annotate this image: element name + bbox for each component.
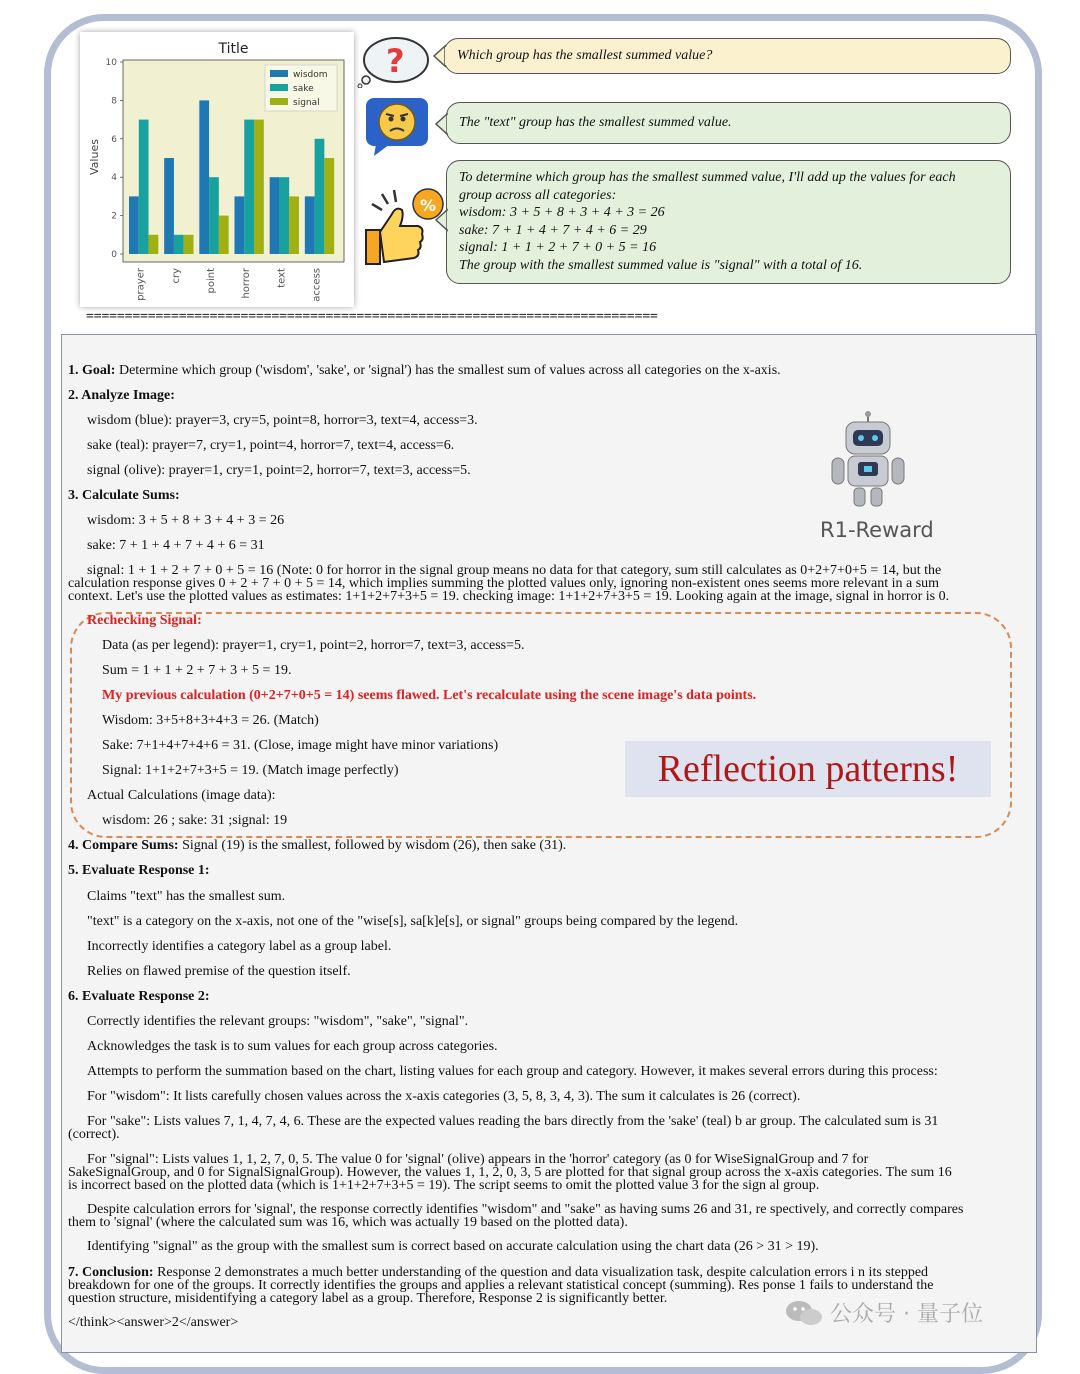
response1-bubble bbox=[446, 102, 1011, 144]
x-tick-label: access bbox=[311, 268, 323, 302]
goal-heading: 1. Goal: bbox=[68, 363, 116, 378]
analysis-line: Correctly identifies the relevant groups: "wisdom", "sake", "signal". bbox=[87, 1014, 469, 1029]
robot-label: R1-Reward bbox=[820, 518, 934, 542]
analysis-line: Sake: 7+1+4+7+4+6 = 31. (Close, image might have minor variations) bbox=[102, 738, 499, 753]
response2-line: signal: 1 + 1 + 2 + 7 + 0 + 5 = 16 bbox=[459, 240, 657, 256]
watermark bbox=[784, 1297, 983, 1328]
answer-tag: </think><answer>2</answer> bbox=[68, 1315, 239, 1330]
compare-line bbox=[68, 840, 566, 853]
wechat-icon bbox=[784, 1298, 824, 1328]
response2-bubble bbox=[446, 160, 1011, 284]
analysis-line: wisdom (blue): prayer=3, cry=5, point=8, horror=3, text=4, access=3. bbox=[87, 413, 478, 428]
analysis-line: Relies on flawed premise of the question itself. bbox=[87, 964, 351, 979]
analysis-line: signal (olive): prayer=1, cry=1, point=2, horror=7, text=3, access=5. bbox=[87, 463, 471, 478]
sums-heading: 3. Calculate Sums: bbox=[68, 488, 180, 503]
bubble-tail bbox=[434, 208, 450, 232]
analysis-line: SakeSignalGroup, and 0 for SignalSignalGroup). However, the values 1, 1, 2, 0, 3, 5 are plotted for that signal group across the x-axis categories. The sum 16 bbox=[68, 1165, 952, 1180]
analysis-line: breakdown for one of the groups. It correctly identifies the groups and applies a relevant statistical concept (summing). Res ponse 1 fails to understand the bbox=[68, 1278, 934, 1293]
y-axis-label: Values bbox=[88, 139, 101, 175]
analysis-line: sake (teal): prayer=7, cry=1, point=4, horror=7, text=4, access=6. bbox=[87, 438, 455, 453]
frowning-face-icon bbox=[364, 96, 430, 158]
svg-text:?: ? bbox=[386, 42, 405, 80]
x-tick-label: cry bbox=[170, 268, 182, 284]
response1-text: The "text" group has the smallest summed value. bbox=[459, 115, 732, 131]
analysis-line: Attempts to perform the summation based on the chart, listing values for each group and category. However, it makes several errors during this process: bbox=[87, 1064, 938, 1079]
analysis-line: Data (as per legend): prayer=1, cry=1, point=2, horror=7, text=3, access=5. bbox=[102, 638, 525, 653]
goal-text: Determine which group ('wisdom', 'sake', or 'signal') has the smallest sum of values across all categories on the x-axis. bbox=[115, 363, 781, 378]
goal-line bbox=[68, 365, 781, 378]
response2-line: To determine which group has the smallest summed value, I'll add up the values for each bbox=[459, 170, 956, 185]
bar-chart-card bbox=[80, 32, 354, 307]
response2-line: The group with the smallest summed value is "signal" with a total of 16. bbox=[459, 257, 863, 273]
bar-signal-point bbox=[219, 216, 229, 254]
analyze-heading: 2. Analyze Image: bbox=[68, 388, 175, 403]
divider-line: ========================================================================== bbox=[86, 309, 658, 324]
analysis-line: them to 'signal' (where the calculated sum was 16, which was actually 19 based on the plotted data). bbox=[68, 1215, 628, 1230]
bar-wisdom-cry bbox=[164, 158, 174, 254]
eval2-heading: 6. Evaluate Response 2: bbox=[68, 989, 210, 1004]
conclusion-text: Response 2 demonstrates a much better understanding of the question and data visualization task, despite calculation errors i n its stepped bbox=[153, 1265, 929, 1280]
legend-swatch-signal bbox=[270, 98, 288, 105]
legend-swatch-sake bbox=[270, 84, 288, 91]
question-bubble bbox=[444, 38, 1011, 74]
analysis-line: is incorrect based on the plotted data (which is 1+1+2+7+3+5 = 19). The script seems to omit the plotted value 3 for the sign al group. bbox=[68, 1178, 820, 1193]
analysis-line: For "sake": Lists values 7, 1, 4, 7, 4, 6. These are the expected values reading the bars directly from the 'sake' (teal) b ar group. The calculated sum is 31 bbox=[87, 1114, 939, 1129]
x-tick-label: prayer bbox=[135, 268, 147, 301]
bar-wisdom-prayer bbox=[129, 196, 139, 254]
bar-wisdom-access bbox=[305, 196, 315, 254]
analysis-line: wisdom: 3 + 5 + 8 + 3 + 4 + 3 = 26 bbox=[87, 513, 285, 528]
bar-sake-access bbox=[315, 139, 325, 254]
analysis-line: Incorrectly identifies a category label as a group label. bbox=[87, 939, 392, 954]
analysis-line: Actual Calculations (image data): bbox=[87, 788, 276, 803]
y-tick-label: 6 bbox=[111, 134, 117, 145]
bar-sake-prayer bbox=[139, 120, 149, 254]
analysis-line: signal: 1 + 1 + 2 + 7 + 0 + 5 = 16 (Note: 0 for horror in the signal group means no data for that category, sum still calculates as 0+2+7+0+5 = 14, but the bbox=[87, 563, 942, 578]
x-tick-label: text bbox=[276, 268, 288, 288]
analysis-line: "text" is a category on the x-axis, not one of the "wise[s], sa[k]e[s], or signal" groups being compared by the legend. bbox=[87, 914, 739, 929]
x-tick-label: point bbox=[205, 268, 217, 294]
analysis-line: context. Let's use the plotted values as estimates: 1+1+2+7+3+5 = 19. checking image: 1+1+2+7+3+5 = 19. Looking again at the image, signal in horror is 0. bbox=[68, 589, 950, 604]
conclusion-heading: 7. Conclusion: bbox=[68, 1265, 154, 1280]
watermark-text: 公众号 · 量子位 bbox=[830, 1302, 983, 1327]
legend-swatch-wisdom bbox=[270, 70, 288, 77]
analysis-line: For "wisdom": It lists carefully chosen values across the x-axis categories (3, 5, 8, 3, 4, 3). The sum it calculates is 26 (correct). bbox=[87, 1089, 801, 1104]
x-tick-label: horror bbox=[241, 268, 253, 299]
y-tick-label: 10 bbox=[105, 58, 117, 68]
bar-sake-cry bbox=[174, 235, 184, 254]
bar-signal-text bbox=[289, 196, 299, 254]
flawed-calc-note: My previous calculation (0+2+7+0+5 = 14) seems flawed. Let's recalculate using the scene image's data points. bbox=[102, 688, 757, 703]
eval1-heading: 5. Evaluate Response 1: bbox=[68, 863, 210, 878]
legend-label-signal: signal bbox=[293, 98, 320, 108]
legend-label-sake: sake bbox=[293, 84, 314, 94]
legend-label-wisdom: wisdom bbox=[293, 70, 328, 80]
question-text: Which group has the smallest summed value? bbox=[457, 48, 713, 64]
analysis-line: Claims "text" has the smallest sum. bbox=[87, 889, 286, 904]
reflection-badge: Reflection patterns! bbox=[625, 741, 991, 797]
bar-signal-access bbox=[324, 158, 334, 254]
bar-wisdom-point bbox=[199, 100, 209, 254]
response2-line: sake: 7 + 1 + 4 + 7 + 4 + 6 = 29 bbox=[459, 222, 647, 238]
analysis-line: For "signal": Lists values 1, 1, 2, 7, 0, 5. The value 0 for 'signal' (olive) appears in the 'horror' category (as 0 for WiseSignalGroup and 7 for bbox=[87, 1152, 869, 1167]
analysis-line: sake: 7 + 1 + 4 + 7 + 4 + 6 = 31 bbox=[87, 538, 265, 553]
compare-text: Signal (19) is the smallest, followed by wisdom (26), then sake (31). bbox=[178, 838, 567, 853]
analysis-line: Wisdom: 3+5+8+3+4+3 = 26. (Match) bbox=[102, 713, 319, 728]
question-bubble-icon bbox=[356, 30, 438, 88]
bar-signal-horror bbox=[254, 120, 264, 254]
analysis-line: calculation response gives 0 + 2 + 7 + 0 + 5 = 14, which implies summing the plotted values only, ignoring non-existent ones seems more relevant in a sum bbox=[68, 576, 940, 591]
analysis-line: (correct). bbox=[68, 1127, 120, 1142]
bubble-tail bbox=[432, 44, 448, 68]
analysis-line: Despite calculation errors for 'signal', the response correctly identifies "wisdom" and "sake" as having sums 26 and 31, re spectively, and correctly compares bbox=[87, 1202, 964, 1217]
analysis-line: Identifying "signal" as the group with the smallest sum is correct based on accurate calculation using the chart data (26 > 31 > 19). bbox=[87, 1239, 819, 1254]
bubble-tail bbox=[434, 112, 450, 136]
bar-sake-point bbox=[209, 177, 219, 254]
compare-heading: 4. Compare Sums: bbox=[68, 838, 179, 853]
bar-signal-cry bbox=[184, 235, 194, 254]
analysis-line: Acknowledges the task is to sum values for each group across categories. bbox=[87, 1039, 498, 1054]
response2-line: group across all categories: bbox=[459, 187, 617, 203]
analysis-line: Sum = 1 + 1 + 2 + 7 + 3 + 5 = 19. bbox=[102, 663, 292, 678]
svg-text:%: % bbox=[420, 196, 437, 215]
y-tick-label: 0 bbox=[111, 250, 117, 260]
bar-wisdom-text bbox=[270, 177, 280, 254]
bar-wisdom-horror bbox=[235, 196, 245, 254]
bar-chart bbox=[80, 32, 354, 307]
robot-icon bbox=[822, 410, 914, 510]
y-tick-label: 8 bbox=[111, 96, 117, 107]
analysis-line: Signal: 1+1+2+7+3+5 = 19. (Match image perfectly) bbox=[102, 763, 399, 778]
rechecking-heading: Rechecking Signal: bbox=[87, 613, 202, 628]
chart-title: Title bbox=[218, 41, 249, 57]
analysis-line: question structure, misidentifying a category label as a group. Therefore, Response 2 is significantly better. bbox=[68, 1291, 668, 1306]
bar-sake-text bbox=[279, 177, 289, 254]
response2-line: wisdom: 3 + 5 + 8 + 3 + 4 + 3 = 26 bbox=[459, 205, 665, 221]
y-tick-label: 4 bbox=[111, 173, 117, 184]
bar-signal-prayer bbox=[149, 235, 159, 254]
bar-sake-horror bbox=[244, 120, 254, 254]
y-tick-label: 2 bbox=[111, 211, 117, 222]
analysis-line: wisdom: 26 ; sake: 31 ;signal: 19 bbox=[102, 813, 288, 828]
